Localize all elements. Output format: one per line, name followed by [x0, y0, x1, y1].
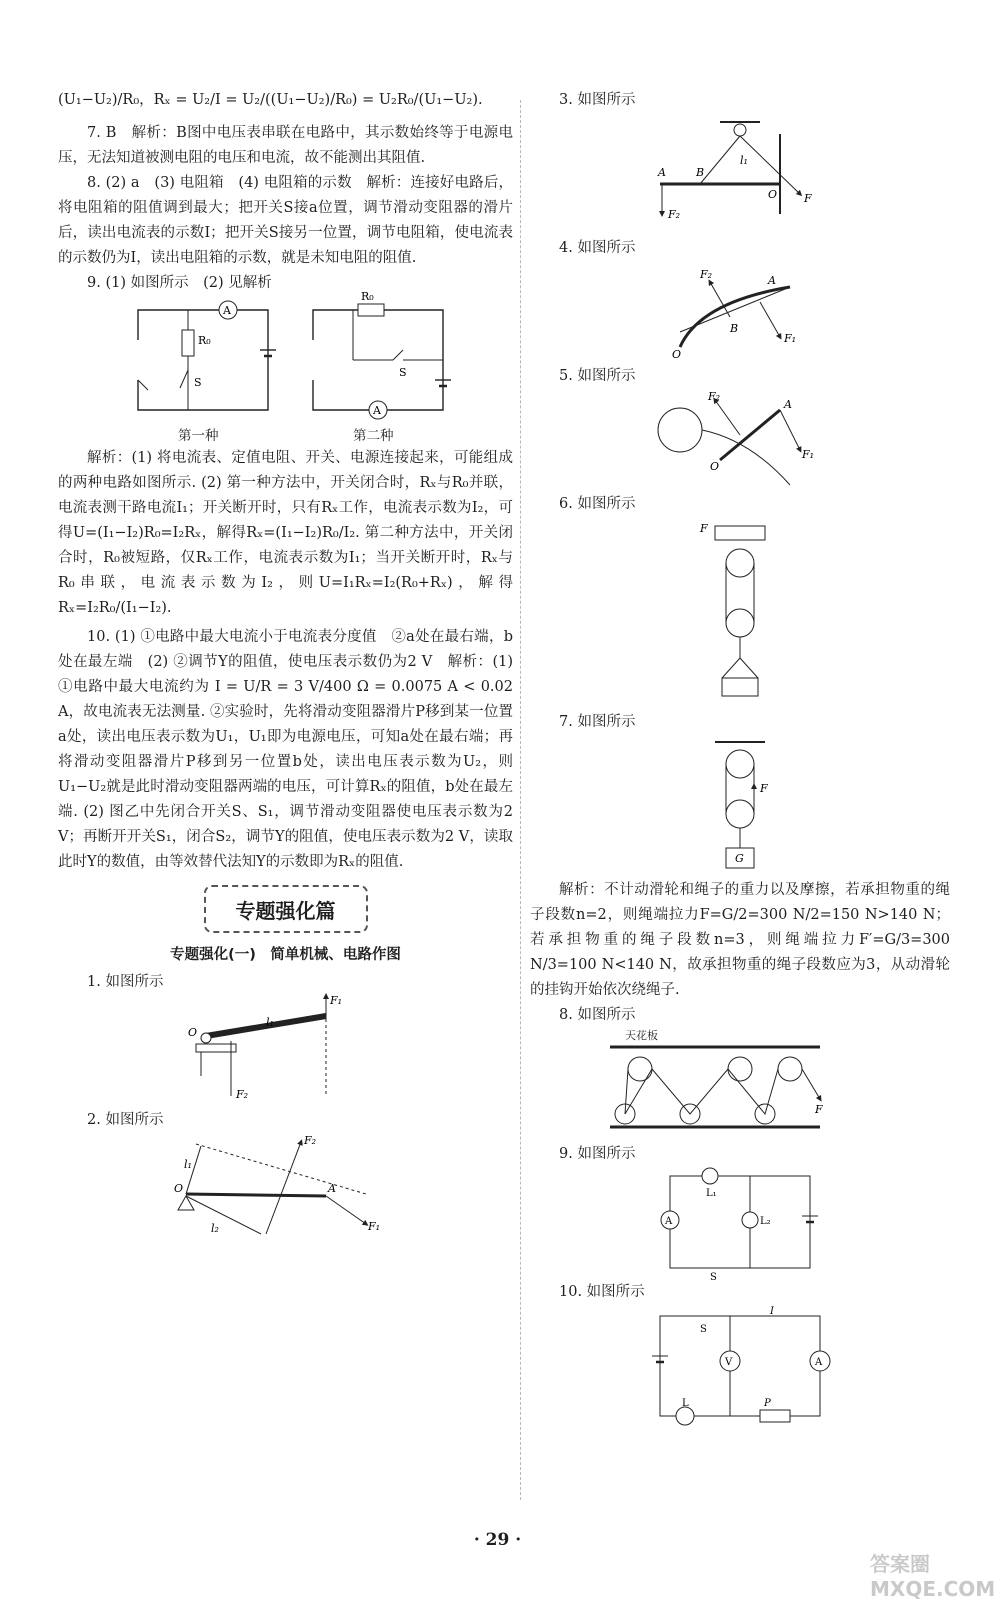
svg-text:B: B	[696, 166, 705, 179]
svg-text:S: S	[700, 1324, 707, 1335]
right-column	[530, 88, 950, 1428]
answer-10: 10. (1) ①电路中最大电流小于电流表分度值 ②a处在最右端，b处在最左端 (2) ②调节Y的阻值，使电压表示数仍为2 V 解析：(1) ①电路中最大电流约为 I = U/R = 3 V/400 Ω = 0.0075 A < 0.02 A，故电流表无法测量. ②实验时，先将滑动变阻器滑片P移到某一位置a处，读出电压表示数为U₁，U₁即为电源电压，可知a处在最右端；再将滑动变阻器滑片P移到另一位置b处，读出电压表示数为U₂，则U₁−U₂就是此时滑动变阻器两端的电压，可计算Rₓ的阻值，b处在最左端. (2) 图乙中先闭合开关S、S₁，调节滑动变阻器使电压表示数为2 V；再断开开关S₁，闭合S₂，调节Y的阻值，使电压表示数为2 V，读取此时Y的数值，由等效替代法知Y的示数即为Rₓ的阻值.	[58, 629, 513, 870]
q9-circuit-figures	[58, 290, 513, 446]
fig-8-wrapper	[530, 1027, 950, 1142]
answer-8: 8. (2) a (3) 电阻箱 (4) 电阻箱的示数 解析：连接好电路后，将电阻箱的阻值调到最大；把开关S接a位置，调节滑动变阻器的滑片后，读出电流表的示数I；把开关S接另一位置，调节电阻箱，使电流表的示数仍为I，读出电阻箱的示数，就是未知电阻的阻值.	[58, 175, 513, 266]
svg-text:A: A	[768, 274, 776, 287]
svg-text:O: O	[672, 348, 682, 361]
svg-text:A: A	[373, 404, 381, 417]
svg-text:A: A	[784, 398, 792, 411]
column-divider	[520, 100, 521, 1500]
fig-4-curved-lever	[640, 262, 840, 362]
svg-text:O: O	[768, 188, 778, 201]
svg-text:l₁: l₁	[265, 1016, 274, 1029]
svg-text:A: A	[223, 304, 231, 317]
svg-text:S: S	[710, 1272, 717, 1283]
fig-2-lever-diagram	[166, 1134, 406, 1244]
q9-caption-1: 第一种	[178, 428, 219, 444]
svg-text:l₂: l₂	[210, 1222, 219, 1235]
svg-text:L: L	[682, 1398, 689, 1409]
site-watermark: 答案圈 MXQE.COM	[870, 1552, 995, 1601]
fig-10-head: 10. 如图所示	[559, 1284, 645, 1300]
svg-text:I: I	[770, 1306, 774, 1317]
fig-3-crane-diagram	[640, 114, 840, 234]
svg-text:L₁: L₁	[706, 1188, 717, 1199]
fig-5-wheel-lever	[640, 390, 840, 490]
fig-7-head: 7. 如图所示	[559, 714, 636, 730]
svg-text:F₂: F₂	[700, 268, 713, 281]
answer-9-analysis: 解析：(1) 将电流表、定值电阻、开关、电源连接起来，可能组成的两种电路如图所示. (2) 第一种方法中，开关闭合时，Rₓ与R₀并联，电流表测干路电流I₁；开关断开时，只有Rₓ工作，电流表示数为I₂，可得U=(I₁−I₂)R₀=I₂Rₓ，解得Rₓ=(I₁−I₂)R₀/I₂. 第二种方法中，开关闭合时，R₀被短路，仅Rₓ工作，电流表示数为I₁；当开关断开时，Rₓ与R₀串联，电流表示数为I₂，则U=I₁Rₓ=I₂(R₀+Rₓ)，解得Rₓ=I₂R₀/(I₁−I₂).	[58, 450, 513, 616]
svg-text:S: S	[399, 366, 407, 379]
svg-text:F₂: F₂	[708, 390, 721, 403]
fig-1-lever-diagram	[186, 996, 386, 1106]
fig-5-head: 5. 如图所示	[559, 368, 636, 384]
fig-8-head: 8. 如图所示	[559, 1007, 636, 1023]
answer-9-head: 9. (1) 如图所示 (2) 见解析	[87, 275, 272, 291]
q9-circuit-2	[303, 290, 453, 420]
svg-text:G: G	[735, 852, 744, 865]
svg-text:A: A	[327, 1182, 336, 1195]
svg-text:B: B	[730, 322, 739, 335]
svg-text:O: O	[710, 460, 720, 473]
section-subtitle: 专题强化(一) 简单机械、电路作图	[170, 947, 401, 963]
svg-text:A: A	[815, 1357, 823, 1368]
formula-continuation: (U₁−U₂)/R₀，Rₓ = U₂/I = U₂/((U₁−U₂)/R₀) = U₂R₀/(U₁−U₂).	[58, 92, 483, 108]
svg-text:S: S	[194, 376, 202, 389]
svg-text:L₂: L₂	[760, 1216, 771, 1227]
svg-text:F₂: F₂	[235, 1088, 248, 1101]
svg-text:l₁: l₁	[740, 154, 748, 167]
fig-7-pulley-block	[660, 736, 820, 876]
section-banner: 专题强化篇	[204, 885, 368, 933]
ceiling-label: 天花板	[625, 1029, 658, 1042]
svg-text:F: F	[700, 522, 708, 535]
svg-text:F₁: F₁	[784, 332, 797, 345]
svg-text:F₂: F₂	[668, 208, 681, 221]
fig-8-pulley-system	[610, 1039, 830, 1139]
q9-caption-2: 第二种	[353, 428, 394, 444]
fig-3-head: 3. 如图所示	[559, 92, 636, 108]
svg-text:A: A	[658, 166, 666, 179]
svg-text:O: O	[173, 1182, 183, 1195]
fig-2-head: 2. 如图所示	[87, 1112, 164, 1128]
svg-text:F₁: F₁	[367, 1220, 380, 1233]
fig-9-head: 9. 如图所示	[559, 1146, 636, 1162]
q9-circuit-1	[128, 300, 278, 420]
left-column	[58, 88, 513, 1246]
fig-9-circuit	[650, 1168, 830, 1283]
svg-text:R₀: R₀	[361, 290, 374, 303]
answer-7: 7. B 解析：B图中电压表串联在电路中，其示数始终等于电源电压，无法知道被测电阻的电压和电流，故不能测出其阻值.	[58, 125, 513, 166]
svg-text:F: F	[815, 1103, 823, 1116]
svg-text:F₁: F₁	[329, 994, 342, 1007]
svg-text:F₂: F₂	[303, 1134, 316, 1147]
svg-text:V: V	[725, 1357, 733, 1368]
fig-6-pulley-block	[660, 518, 820, 708]
svg-text:O: O	[187, 1026, 197, 1039]
svg-text:A: A	[665, 1216, 673, 1227]
svg-text:R₀: R₀	[198, 334, 211, 347]
svg-text:P: P	[764, 1398, 771, 1409]
fig-6-head: 6. 如图所示	[559, 496, 636, 512]
page-number: · 29 ·	[473, 1530, 522, 1550]
svg-text:F₁: F₁	[802, 448, 815, 461]
svg-text:F: F	[804, 192, 812, 205]
fig-1-head: 1. 如图所示	[87, 974, 164, 990]
svg-text:l₁: l₁	[183, 1158, 192, 1171]
fig-4-head: 4. 如图所示	[559, 240, 636, 256]
svg-text:F: F	[760, 782, 768, 795]
answer-7-analysis: 解析：不计动滑轮和绳子的重力以及摩擦，若承担物重的绳子段数n=2，则绳端拉力F=G/2=300 N/2=150 N>140 N；若承担物重的绳子段数n=3，则绳端拉力F′=G/3=300 N/3=100 N<140 N，故承担物重的绳子段数应为3，从动滑轮的挂钩开始依次绕绳子.	[530, 882, 950, 998]
fig-10-circuit	[640, 1306, 840, 1426]
